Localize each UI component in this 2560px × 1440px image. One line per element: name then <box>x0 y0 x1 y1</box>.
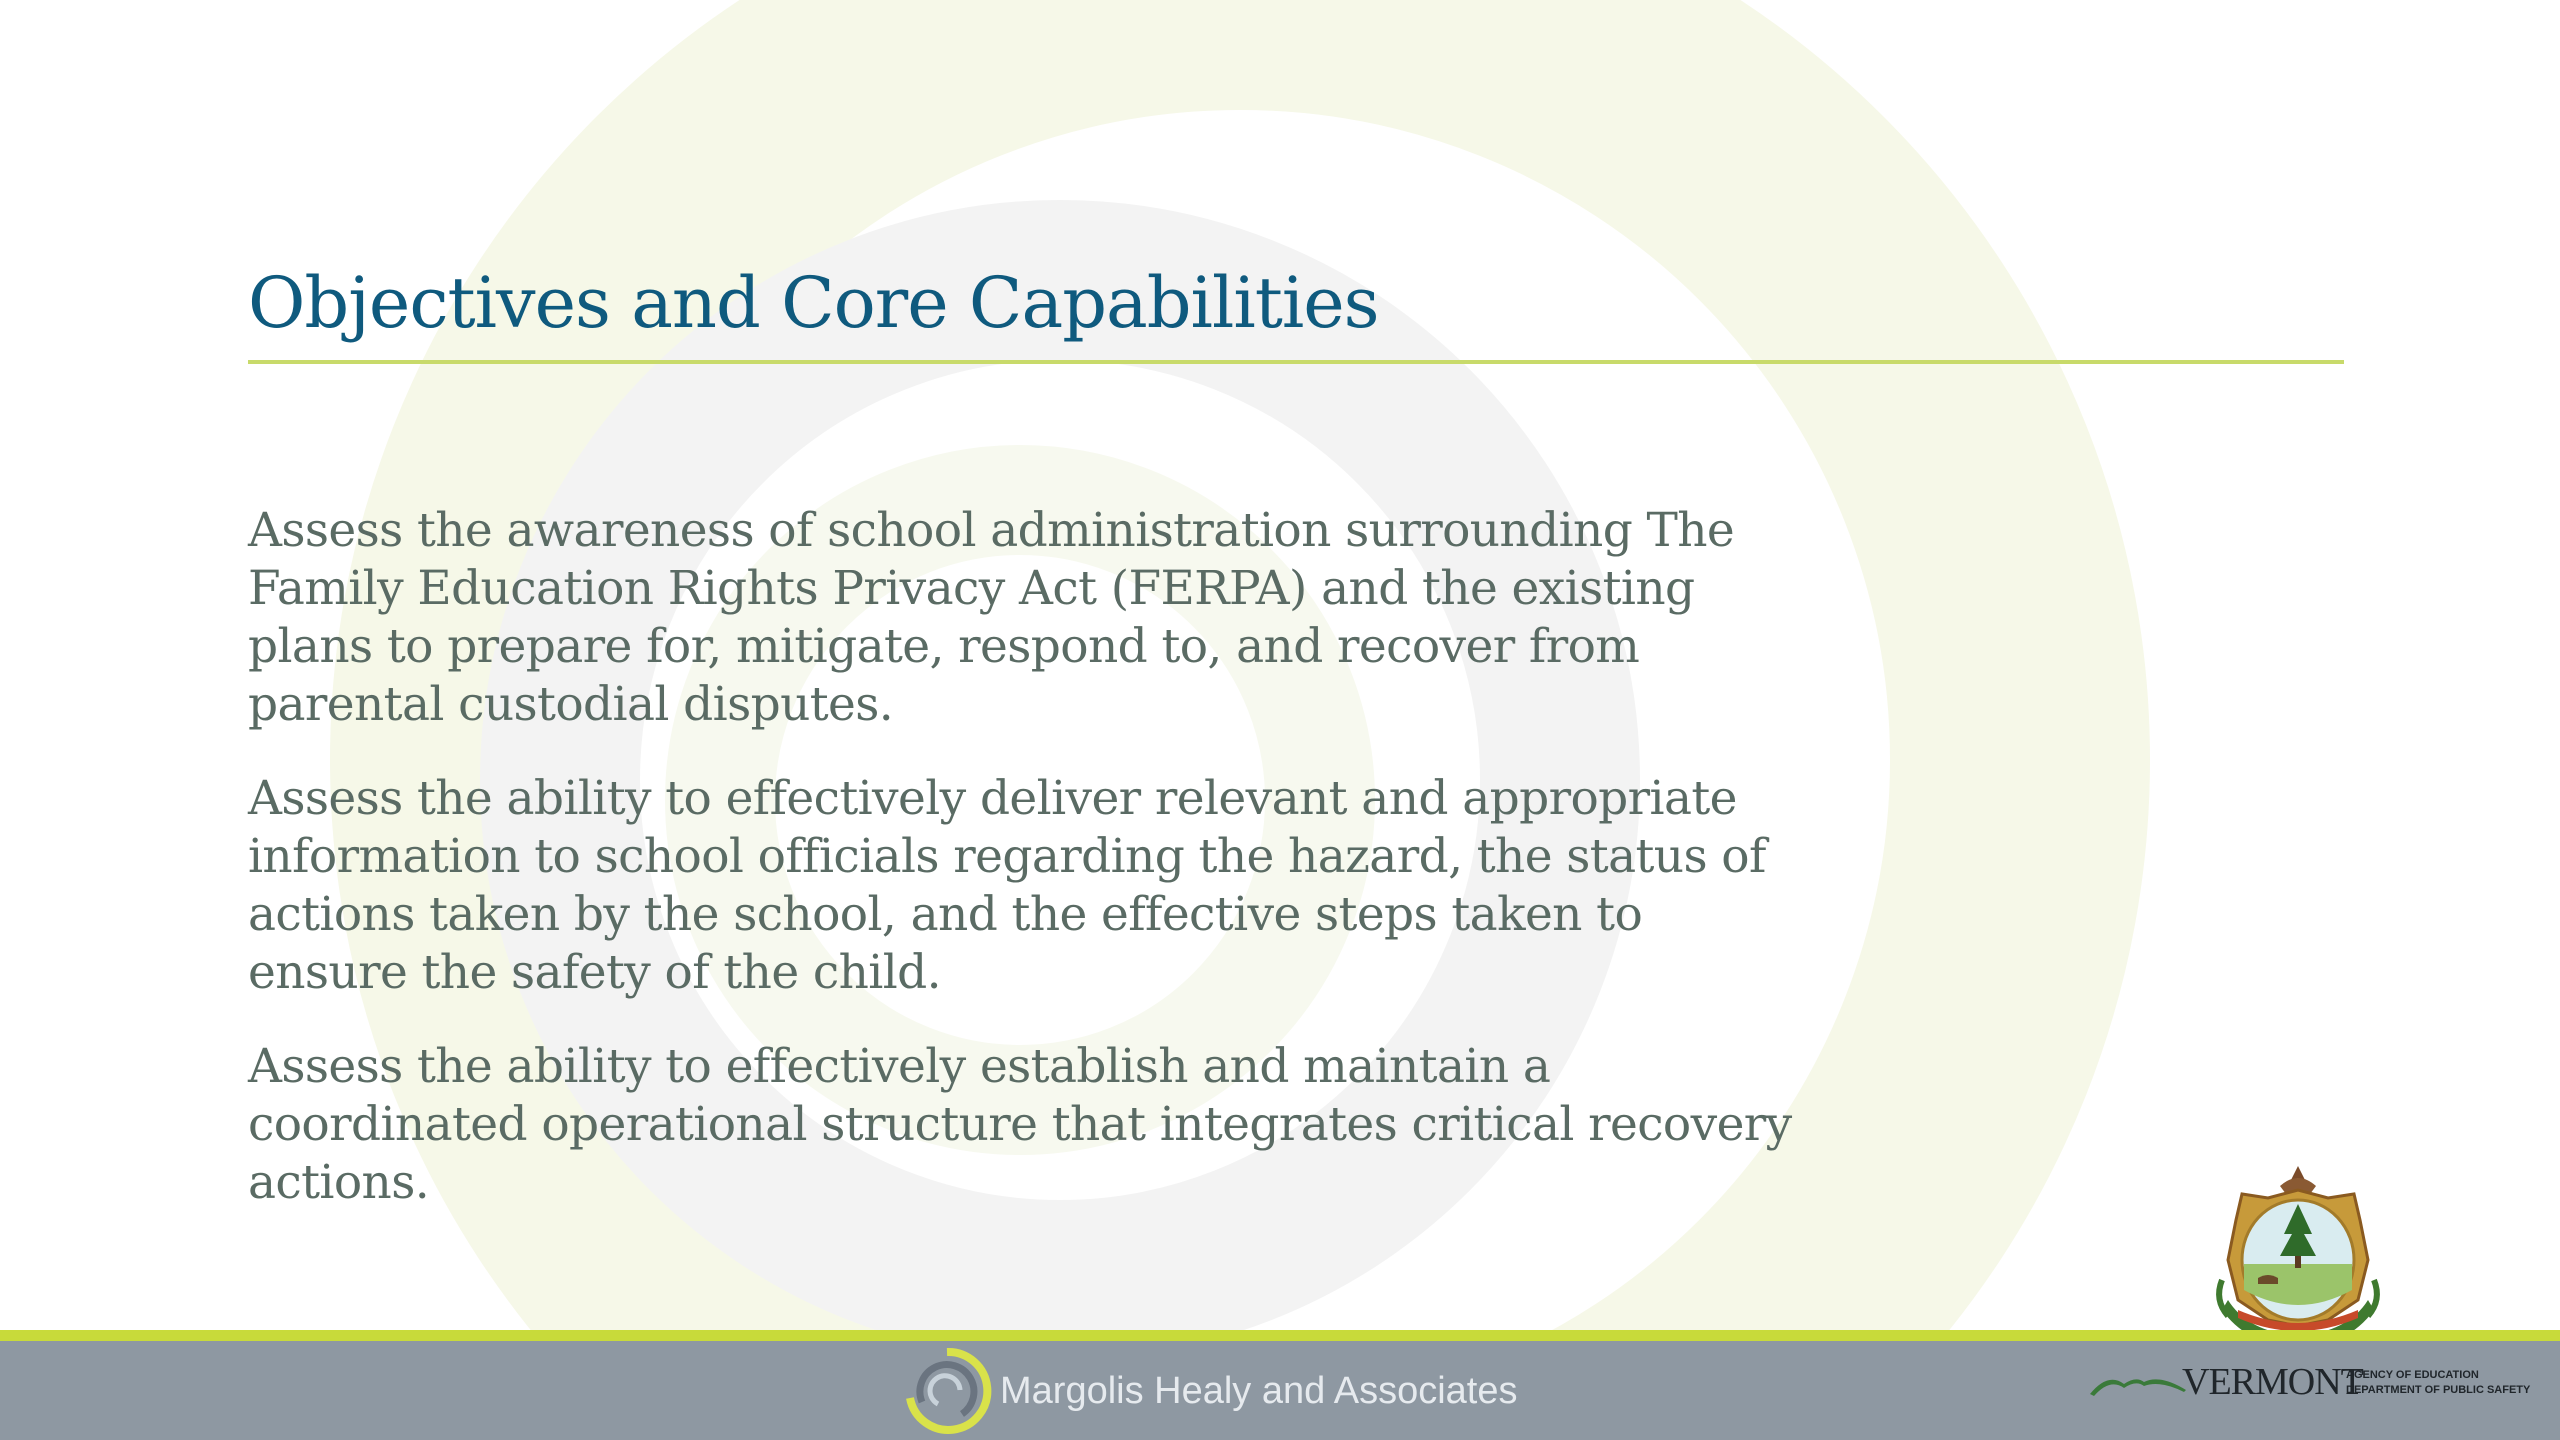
swirl-logo-icon <box>902 1346 992 1436</box>
agency-lines <box>2346 1368 2530 1398</box>
objective-item: Assess the awareness of school administration surrounding The Family Education Rights Privacy Act (FERPA) and the existing plans to prepare for, mitigate, respond to, and recover from parental custodial disputes. <box>248 503 1735 732</box>
objectives-list <box>248 502 1808 1248</box>
vermont-state-seal-icon <box>2208 1160 2388 1350</box>
company-name: Margolis Healy and Associates <box>1000 1370 1518 1412</box>
mountain-logo-icon <box>2088 1368 2188 1398</box>
footer-accent-stripe <box>0 1330 2560 1341</box>
objective-item: Assess the ability to effectively establish and maintain a coordinated operational structure that integrates critical recovery actions. <box>248 1039 1792 1210</box>
objective-item: Assess the ability to effectively deliver relevant and appropriate information to school officials regarding the hazard, the status of actions taken by the school, and the effective steps taken to ensure the safety of the child. <box>248 771 1766 1000</box>
title-divider <box>248 360 2344 364</box>
agency-line-public-safety: DEPARTMENT OF PUBLIC SAFETY <box>2346 1384 2531 1396</box>
agency-line-education: AGENCY OF EDUCATION <box>2346 1369 2479 1381</box>
vermont-wordmark: VERMONT <box>2182 1361 2363 1403</box>
slide-title: Objectives and Core Capabilities <box>248 262 1379 344</box>
